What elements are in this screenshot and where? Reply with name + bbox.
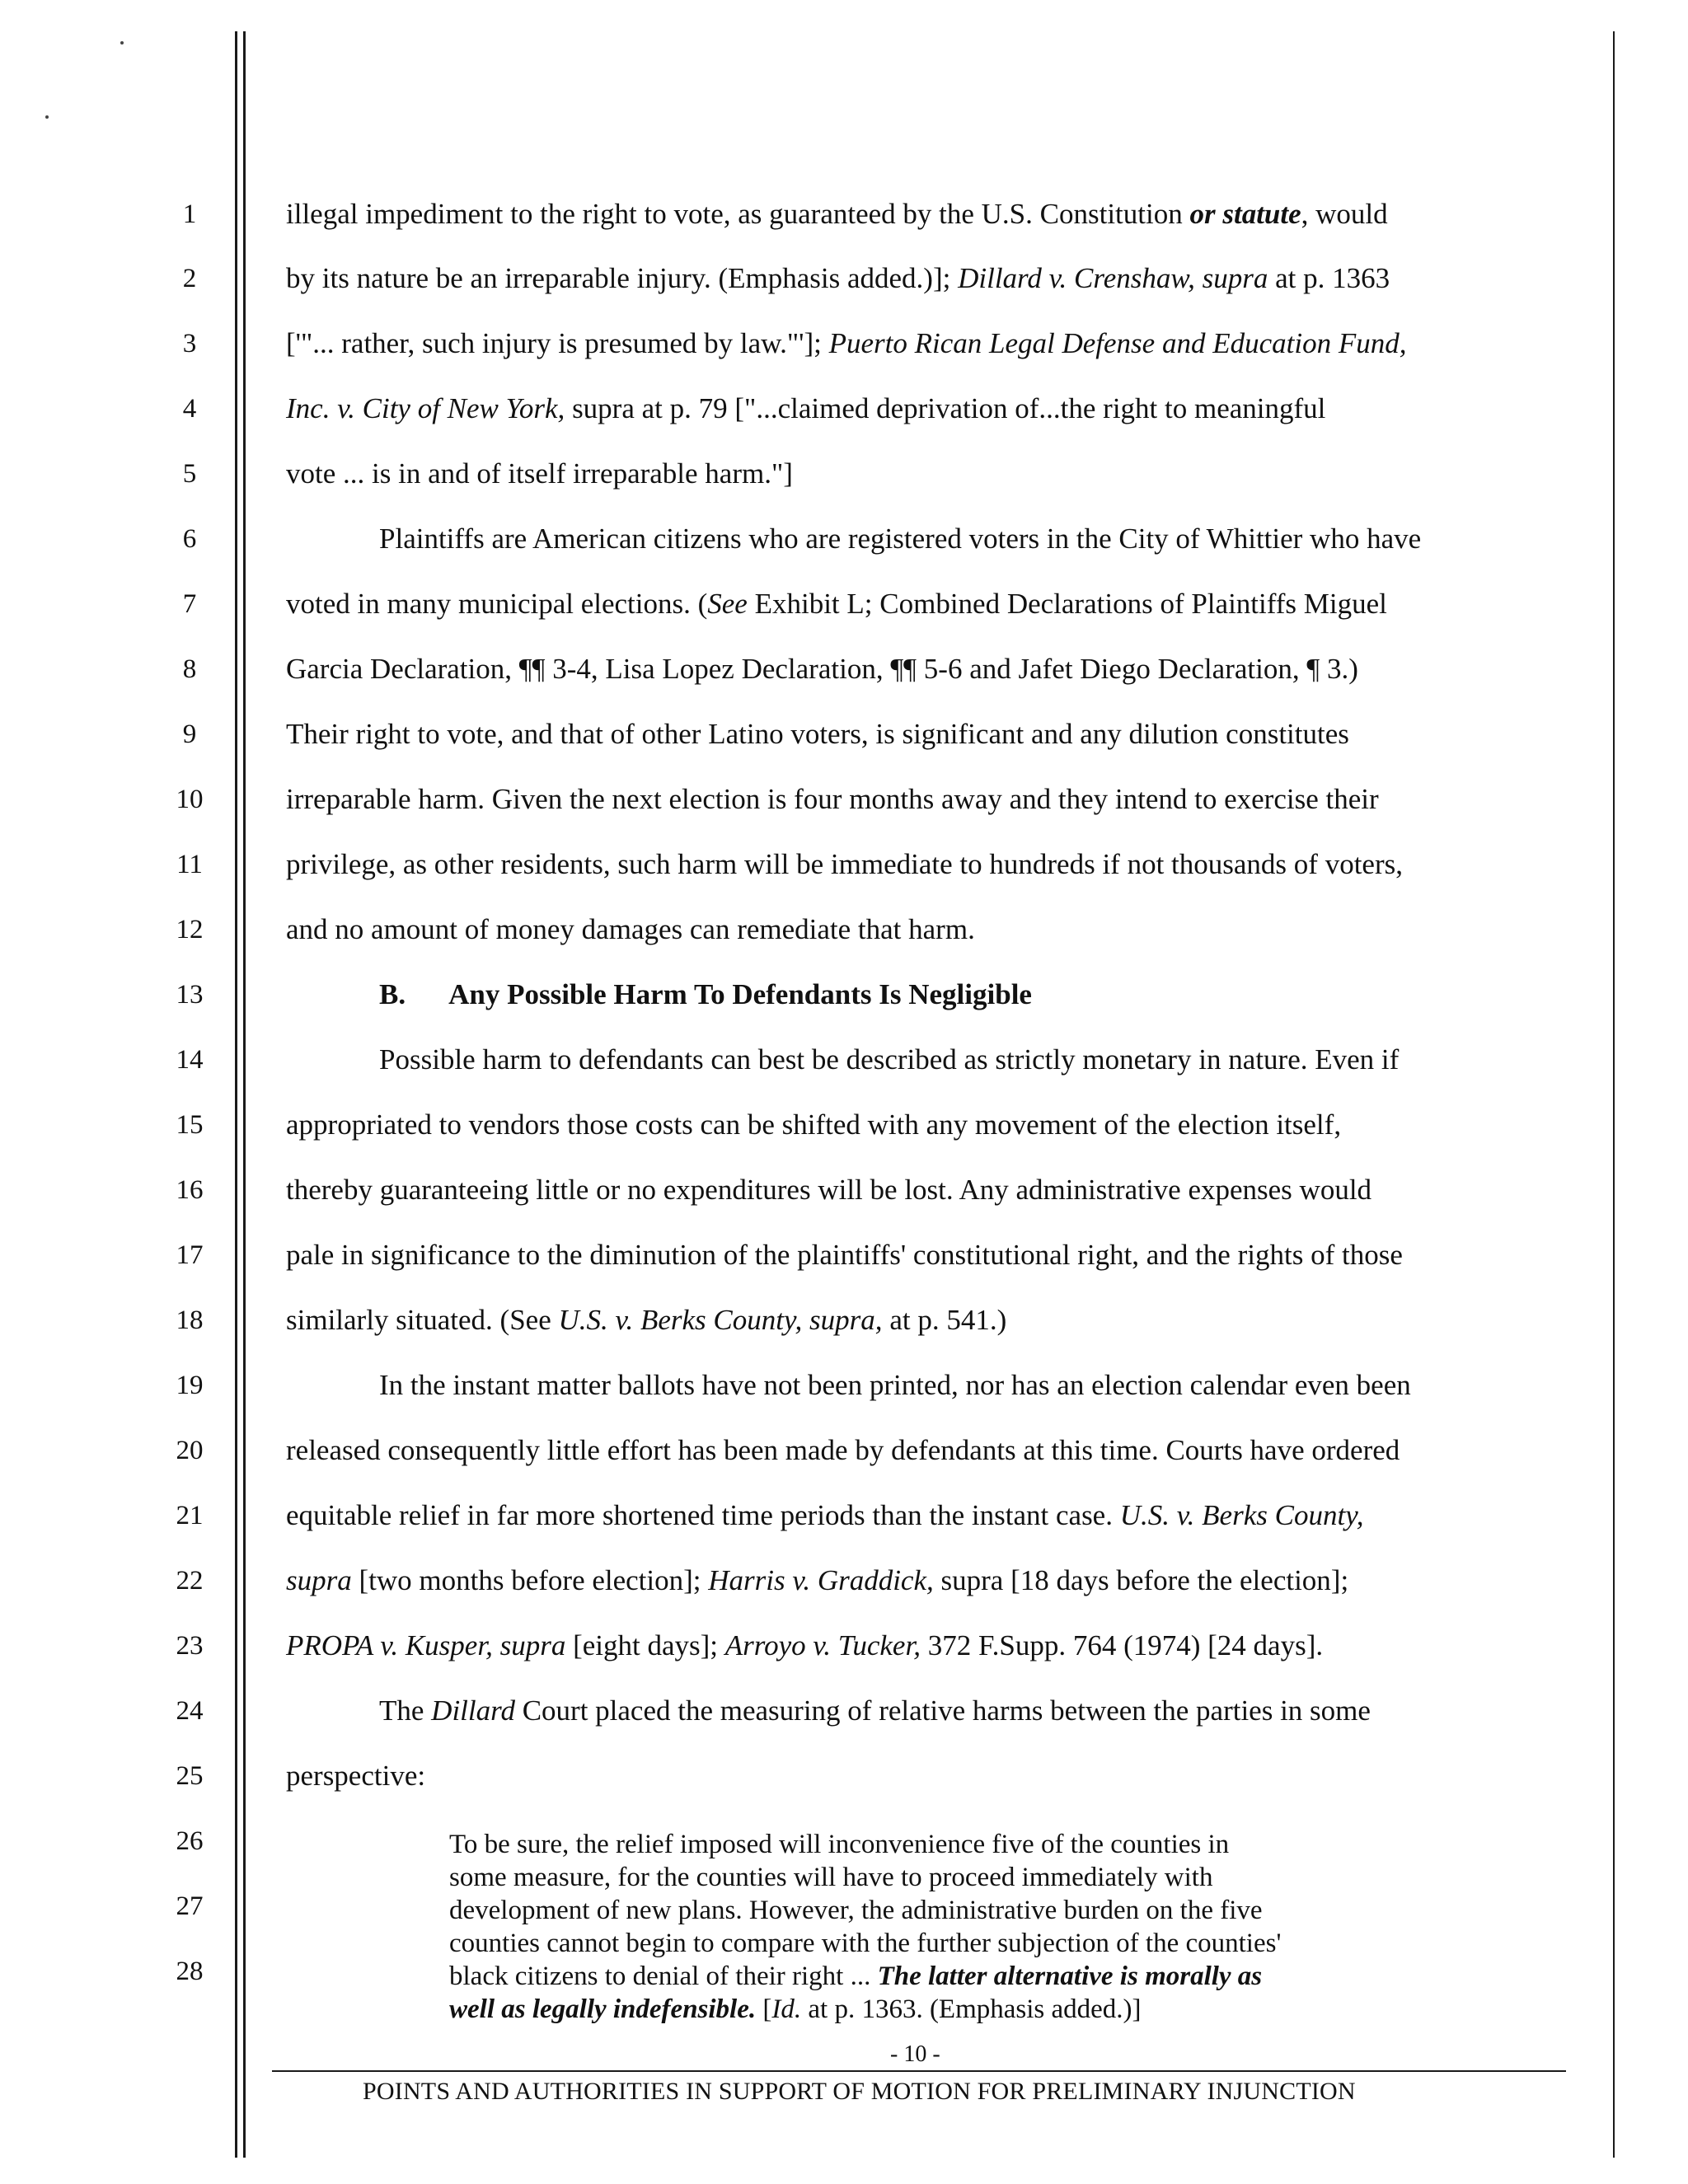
line-number: 19 bbox=[176, 1371, 204, 1400]
case-citation: Arroyo v. Tucker, bbox=[724, 1629, 921, 1661]
block-quote-line bbox=[449, 1993, 1142, 2026]
body-line bbox=[286, 324, 1406, 363]
line-number: 27 bbox=[176, 1891, 204, 1921]
body-line bbox=[286, 649, 1358, 689]
text-run: by its nature be an irreparable injury. (Emphasis added.)]; bbox=[286, 262, 959, 294]
section-title: Any Possible Harm To Defendants Is Negligible bbox=[448, 978, 1032, 1010]
body-line bbox=[286, 910, 975, 949]
quote-text: [ bbox=[756, 1994, 772, 2024]
emphasis-text: or statute bbox=[1189, 198, 1301, 230]
body-line bbox=[286, 1756, 425, 1796]
section-heading bbox=[379, 975, 1032, 1015]
line-number: 9 bbox=[182, 719, 197, 749]
text-run: ['"... rather, such injury is presumed by law."']; bbox=[286, 327, 829, 359]
body-line bbox=[286, 1301, 1006, 1340]
text-run: supra [18 days before the election]; bbox=[933, 1564, 1349, 1596]
quote-text: development of new plans. However, the administrative burden on the five bbox=[449, 1896, 1263, 1925]
quote-text: To be sure, the relief imposed will inconvenience five of the counties in bbox=[449, 1830, 1230, 1859]
footer-title: POINTS AND AUTHORITIES IN SUPPORT OF MOTION FOR PRELIMINARY INJUNCTION bbox=[363, 2078, 1356, 2105]
quote-text: black citizens to denial of their right ... bbox=[449, 1961, 878, 1991]
line-number: 21 bbox=[176, 1501, 204, 1530]
text-run: [two months before election]; bbox=[351, 1564, 709, 1596]
text-run: perspective: bbox=[286, 1760, 426, 1792]
line-number: 10 bbox=[176, 785, 204, 814]
block-quote-line bbox=[449, 1828, 1229, 1861]
line-number: 16 bbox=[176, 1175, 204, 1205]
line-number: 12 bbox=[176, 915, 204, 944]
text-run: Court placed the measuring of relative harms between the parties in some bbox=[514, 1694, 1371, 1727]
line-number: 5 bbox=[182, 459, 197, 489]
line-number: 6 bbox=[182, 524, 197, 554]
case-citation: supra bbox=[286, 1564, 352, 1596]
line-number: 3 bbox=[182, 329, 197, 359]
body-line bbox=[286, 584, 1387, 624]
body-line bbox=[286, 259, 1390, 298]
quote-text: some measure, for the counties will have to proceed immediately with bbox=[449, 1863, 1213, 1892]
body-line bbox=[286, 845, 1403, 884]
case-citation: Dillard bbox=[431, 1694, 515, 1727]
line-number: 23 bbox=[176, 1631, 204, 1661]
body-line bbox=[286, 715, 1349, 754]
quote-text: counties cannot begin to compare with the further subjection of the counties' bbox=[449, 1929, 1282, 1958]
line-number: 25 bbox=[176, 1761, 204, 1791]
scan-speck bbox=[120, 41, 124, 45]
text-run: Garcia Declaration, ¶¶ 3-4, Lisa Lopez Declaration, ¶¶ 5-6 and Jafet Diego Declaration, ¶ 3.) bbox=[286, 653, 1358, 685]
body-line bbox=[286, 454, 793, 494]
line-number: 17 bbox=[176, 1240, 204, 1270]
text-run: equitable relief in far more shortened time periods than the instant case. bbox=[286, 1499, 1120, 1531]
text-run: appropriated to vendors those costs can be shifted with any movement of the election itself, bbox=[286, 1108, 1342, 1141]
text-run: Plaintiffs are American citizens who are registered voters in the City of Whittier who have bbox=[379, 523, 1422, 555]
block-quote-line bbox=[449, 1894, 1263, 1927]
body-line bbox=[379, 1366, 1411, 1405]
line-number: 13 bbox=[176, 980, 204, 1010]
line-number: 15 bbox=[176, 1110, 204, 1140]
body-line bbox=[379, 519, 1421, 559]
text-run: thereby guaranteeing little or no expenditures will be lost. Any administrative expenses would bbox=[286, 1174, 1372, 1206]
line-number: 1 bbox=[182, 199, 197, 229]
case-citation: PROPA v. Kusper, supra bbox=[286, 1629, 566, 1661]
text-run: Their right to vote, and that of other Latino voters, is significant and any dilution constitutes bbox=[286, 718, 1349, 750]
line-number: 11 bbox=[176, 850, 203, 879]
line-number: 7 bbox=[182, 589, 197, 619]
page-number: - 10 - bbox=[890, 2041, 940, 2067]
text-run: supra at p. 79 ["...claimed deprivation of...the right to meaningful bbox=[565, 392, 1326, 424]
text-run: pale in significance to the diminution of the plaintiffs' constitutional right, and the rights of those bbox=[286, 1239, 1403, 1271]
text-run: voted in many municipal elections. ( bbox=[286, 588, 708, 620]
line-number: 20 bbox=[176, 1436, 204, 1465]
line-number: 22 bbox=[176, 1566, 204, 1596]
body-line bbox=[286, 1235, 1403, 1275]
line-number: 26 bbox=[176, 1826, 204, 1856]
case-citation: U.S. v. Berks County, bbox=[1119, 1499, 1364, 1531]
body-line bbox=[286, 389, 1325, 429]
block-quote-line bbox=[449, 1960, 1262, 1993]
quote-emphasis: well as legally indefensible. bbox=[449, 1994, 757, 2024]
text-run: irreparable harm. Given the next election is four months away and they intend to exercise their bbox=[286, 783, 1379, 815]
body-line bbox=[286, 1561, 1348, 1601]
footer-rule bbox=[272, 2070, 1566, 2072]
text-run: illegal impediment to the right to vote, as guaranteed by the U.S. Constitution bbox=[286, 198, 1190, 230]
line-number: 8 bbox=[182, 654, 197, 684]
line-number: 4 bbox=[182, 394, 197, 424]
scan-speck bbox=[45, 115, 49, 119]
line-number: 24 bbox=[176, 1696, 204, 1726]
body-line bbox=[286, 1496, 1364, 1535]
text-run: [eight days]; bbox=[565, 1629, 725, 1661]
body-line bbox=[286, 194, 1388, 234]
text-run: The bbox=[379, 1694, 432, 1727]
text-run: In the instant matter ballots have not been printed, nor has an election calendar even been bbox=[379, 1369, 1411, 1401]
text-run: similarly situated. (See bbox=[286, 1304, 559, 1336]
text-run: Possible harm to defendants can best be described as strictly monetary in nature. Even if bbox=[379, 1043, 1400, 1076]
text-run: at p. 541.) bbox=[882, 1304, 1007, 1336]
text-run: vote ... is in and of itself irreparable harm."] bbox=[286, 457, 793, 490]
case-citation: Puerto Rican Legal Defense and Education Fund, bbox=[828, 327, 1407, 359]
case-citation: Inc. v. City of New York, bbox=[286, 392, 565, 424]
case-citation: U.S. v. Berks County, supra, bbox=[558, 1304, 883, 1336]
case-citation: Id. bbox=[771, 1994, 802, 2024]
line-number: 28 bbox=[176, 1957, 204, 1986]
body-line bbox=[286, 1431, 1400, 1470]
quote-emphasis: The latter alternative is morally as bbox=[877, 1961, 1263, 1991]
quote-text: at p. 1363. (Emphasis added.)] bbox=[801, 1994, 1142, 2024]
line-number: 14 bbox=[176, 1045, 204, 1075]
left-margin-rule-inner bbox=[243, 31, 246, 2158]
section-letter: B. bbox=[379, 978, 406, 1010]
text-run: , would bbox=[1301, 198, 1388, 230]
line-number: 18 bbox=[176, 1305, 204, 1335]
signal-word: See bbox=[707, 588, 748, 620]
body-line bbox=[286, 1105, 1341, 1145]
text-run: privilege, as other residents, such harm will be immediate to hundreds if not thousands of voters, bbox=[286, 848, 1403, 880]
text-run: and no amount of money damages can remediate that harm. bbox=[286, 913, 975, 945]
body-line bbox=[286, 1626, 1323, 1666]
block-quote-line bbox=[449, 1861, 1212, 1894]
block-quote-line bbox=[449, 1927, 1281, 1960]
text-run: at p. 1363 bbox=[1268, 262, 1390, 294]
right-margin-rule bbox=[1613, 31, 1615, 2158]
line-number: 2 bbox=[182, 264, 197, 293]
text-run: released consequently little effort has been made by defendants at this time. Courts have ordered bbox=[286, 1434, 1400, 1466]
case-citation: Harris v. Graddick, bbox=[708, 1564, 934, 1596]
text-run: 372 F.Supp. 764 (1974) [24 days]. bbox=[920, 1629, 1324, 1661]
case-citation: Dillard v. Crenshaw, supra bbox=[958, 262, 1268, 294]
body-line bbox=[286, 1170, 1372, 1210]
body-line bbox=[286, 780, 1379, 819]
left-margin-rule bbox=[235, 31, 237, 2158]
body-line bbox=[379, 1040, 1399, 1080]
body-line bbox=[379, 1691, 1371, 1731]
text-run: Exhibit L; Combined Declarations of Plaintiffs Miguel bbox=[747, 588, 1387, 620]
